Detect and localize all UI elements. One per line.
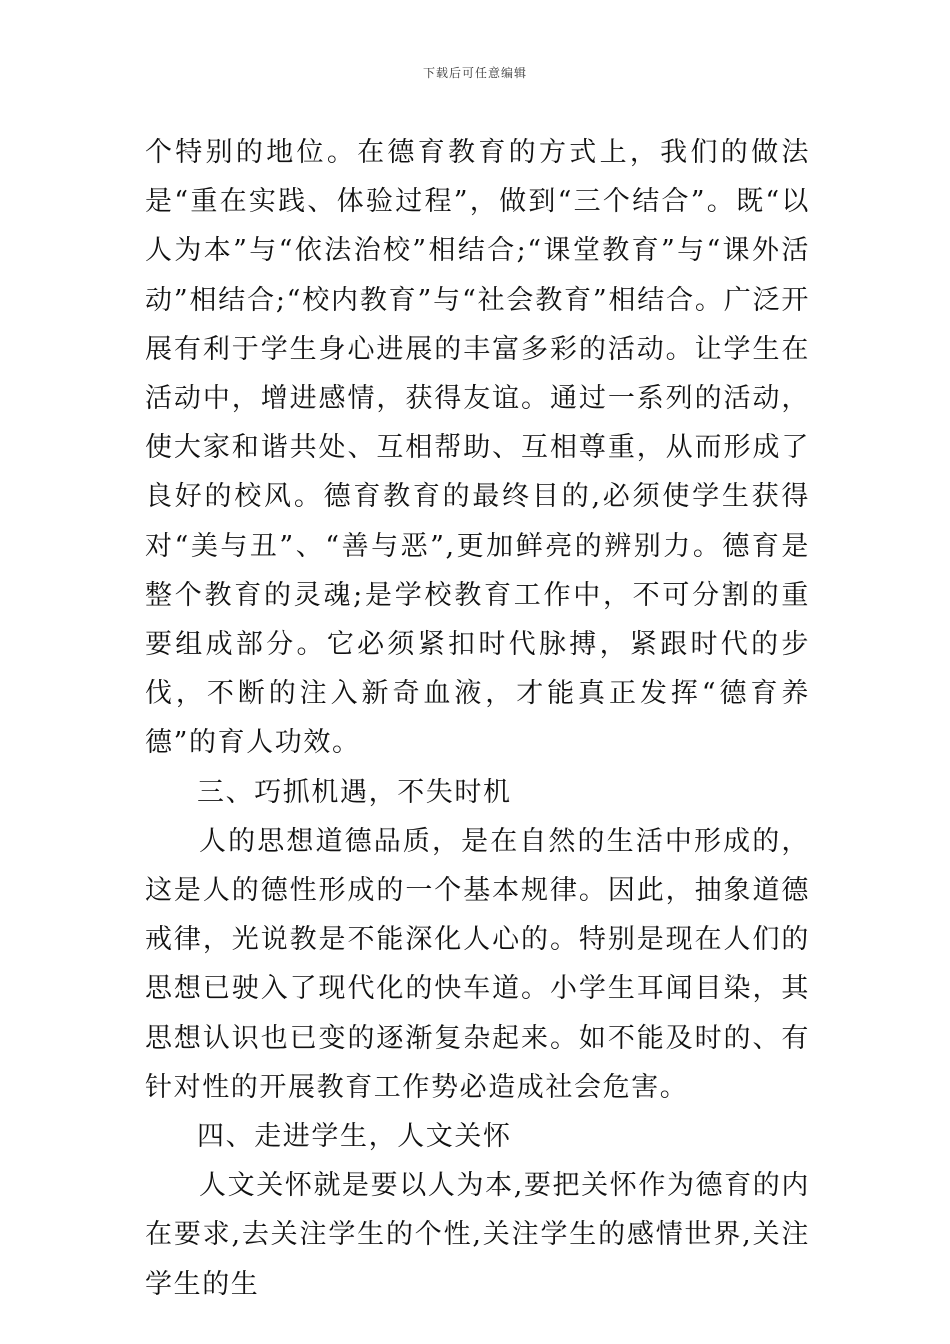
paragraph-section-3: 人的思想道德品质，是在自然的生活中形成的，这是人的德性形成的一个基本规律。因此，抽象道德戒律，光说教是不能深化人心的。特别是现在人们的思想已驶入了现代化的快车道。小学生耳闻目染，其思想认识也已变的逐渐复杂起来。如不能及时的、有针对性的开展教育工作势必造成社会危害。: [145, 825, 810, 1103]
paragraph-continuation: 个特别的地位。在德育教育的方式上，我们的做法是“重在实践、体验过程”，做到“三个结合”。既“以人为本”与“依法治校”相结合;“课堂教育”与“课外活动”相结合;“校内教育”与“社会教育”相结合。广泛开展有利于学生身心进展的丰富多彩的活动。让学生在活动中，增进感情，获得友谊。通过一系列的活动，使大家和谐共处、互相帮助、互相尊重，从而形成了良好的校风。德育教育的最终目的,必须使学生获得对“美与丑”、“善与恶”,更加鲜亮的辨别力。德育是整个教育的灵魂;是学校教育工作中，不可分割的重要组成部分。它必须紧扣时代脉搏，紧跟时代的步伐，不断的注入新奇血液，才能真正发挥“德育养德”的育人功效。: [145, 137, 810, 759]
paragraph-section-4: 人文关怀就是要以人为本,要把关怀作为德育的内在要求,去关注学生的个性,关注学生的感情世界,关注学生的生: [145, 1170, 810, 1300]
download-note: 下载后可任意编辑: [422, 66, 527, 80]
section-heading-4: 四、走进学生，人文关怀: [197, 1121, 512, 1153]
section-heading-3: 三、巧抓机遇，不失时机: [197, 776, 512, 808]
document-body: [145, 128, 810, 1309]
